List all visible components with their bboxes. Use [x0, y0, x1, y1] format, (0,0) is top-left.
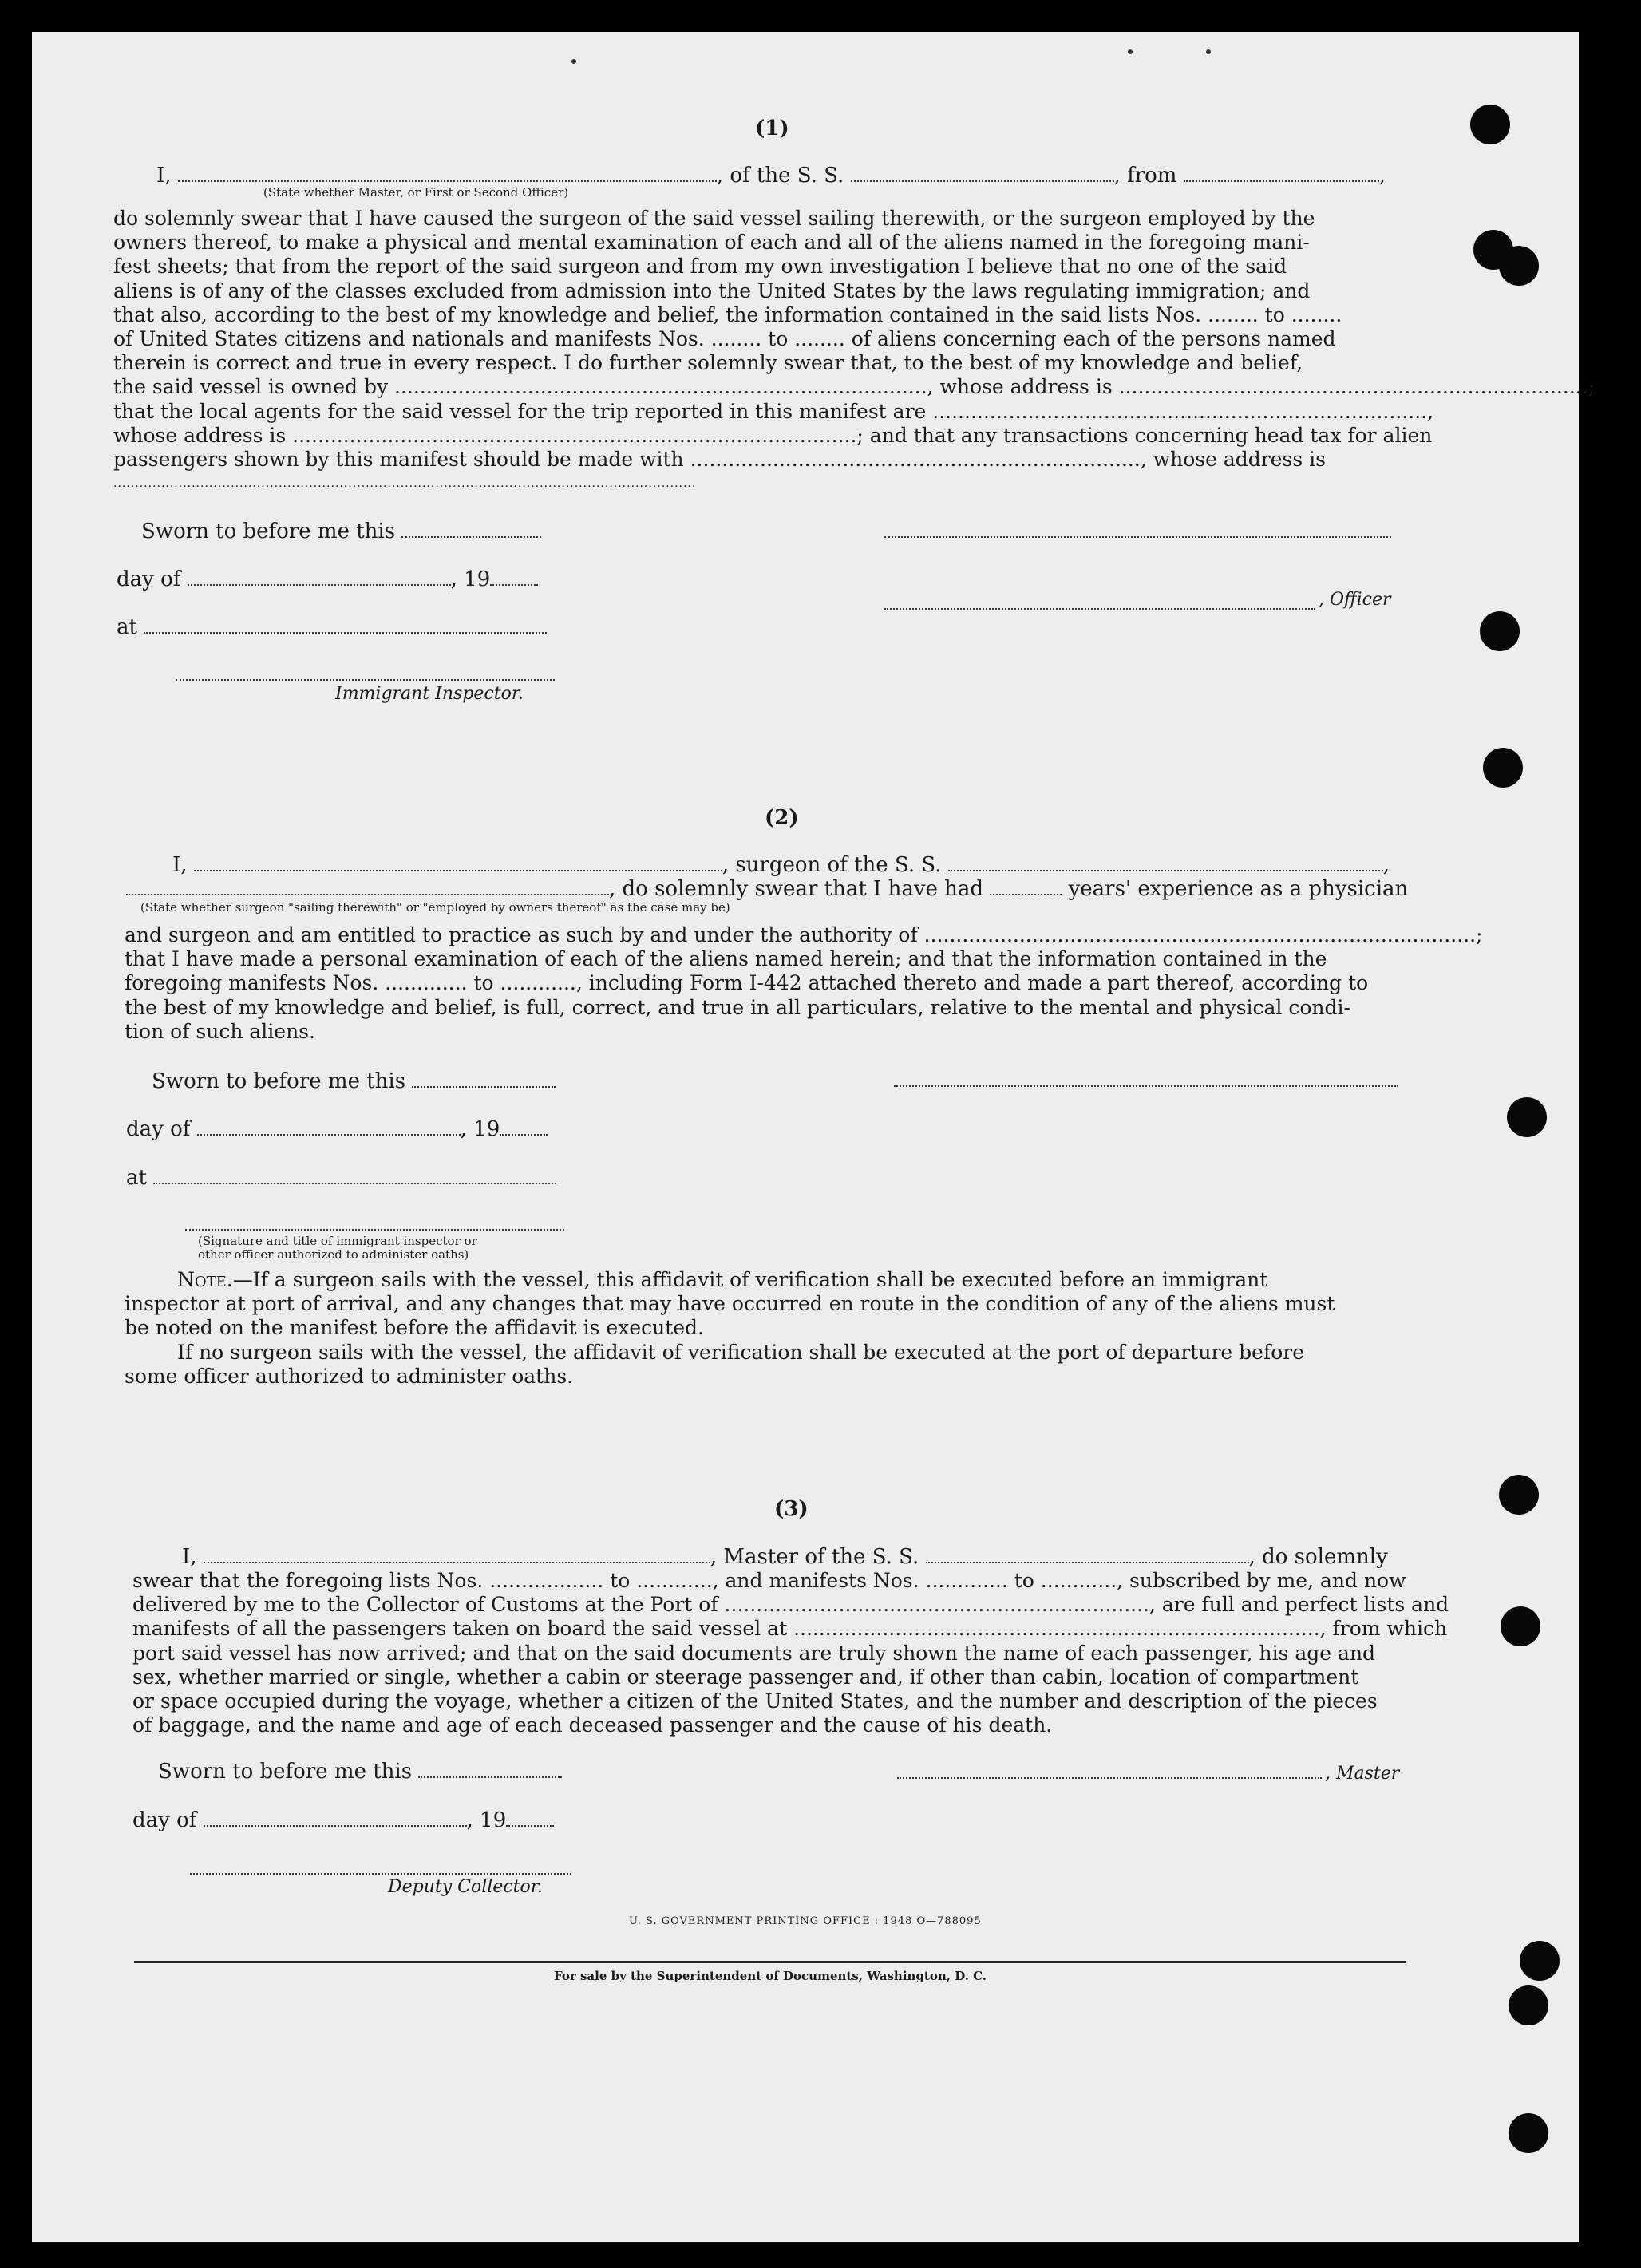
text-line: and surgeon and am entitled to practice as such by and under the authority of .......................................................................................;	[125, 923, 1483, 946]
text: I,	[172, 853, 188, 877]
punch-hole	[1509, 1985, 1548, 2025]
section-1-at-line	[117, 615, 547, 639]
text: Sworn to before me this	[158, 1760, 413, 1784]
punch-hole	[1499, 246, 1539, 286]
text-line	[125, 1268, 1402, 1292]
text-line: manifests of all the passengers taken on board the said vessel at ..................................................................................., from which	[132, 1617, 1448, 1641]
text: , of the S. S.	[716, 164, 844, 188]
text: Sworn to before me this	[141, 520, 396, 543]
text-line: tion of such aliens.	[125, 1019, 315, 1043]
officer-caption: (State whether Master, or First or Second Officer)	[263, 185, 569, 200]
text-line: delivered by me to the Collector of Customs at the Port of ..................................................................., are full and perfect lists and	[132, 1593, 1449, 1617]
speck	[1128, 49, 1133, 54]
printing-office-imprint: U. S. GOVERNMENT PRINTING OFFICE : 1948 O—788095	[629, 1915, 982, 1927]
punch-hole	[1480, 611, 1520, 651]
month-field[interactable]	[197, 1123, 461, 1136]
text-line: port said vessel has now arrived; and that on the said documents are truly shown the name of each passenger, his age and	[132, 1641, 1376, 1665]
for-sale-notice: For sale by the Superintendent of Documents, Washington, D. C.	[554, 1969, 987, 1983]
officer-caption-sig: , Officer	[1319, 590, 1391, 610]
section-3-opening-line	[182, 1545, 1388, 1569]
text-line: foregoing manifests Nos. ............. to ............, including Form I-442 attached thereto and made a part thereof, according to	[125, 971, 1369, 995]
text-line: do solemnly swear that I have caused the surgeon of the said vessel sailing therewith, or the surgeon employed by the	[113, 207, 1315, 230]
year-field[interactable]	[490, 573, 538, 586]
text: day of	[126, 1117, 191, 1141]
section-1-opening-line: I, , of the S. S. , from ,	[156, 164, 1386, 188]
section-3-oath-text	[132, 1569, 1449, 1737]
text: I,	[182, 1545, 197, 1569]
section-1-day-line	[117, 567, 538, 591]
text: , do solemnly	[1248, 1545, 1388, 1569]
signature-caption-2: other officer authorized to administer oaths)	[198, 1247, 469, 1262]
section-2-oath-text	[125, 923, 1483, 1044]
section-2-day-line	[126, 1117, 548, 1141]
text-line: If no surgeon sails with the vessel, the affidavit of verification shall be executed at the port of departure before	[177, 1340, 1304, 1364]
text: at	[126, 1166, 147, 1190]
section-2-number: (2)	[765, 806, 799, 830]
section-1-oath-text	[113, 207, 1596, 496]
punch-hole	[1507, 1097, 1547, 1137]
years-experience-field[interactable]	[990, 883, 1062, 895]
vessel-name-field[interactable]	[851, 169, 1114, 182]
signature-caption-1: (Signature and title of immigrant inspector or	[198, 1234, 477, 1248]
text-line: inspector at port of arrival, and any changes that may have occurred en route in the condition of any of the aliens must	[125, 1292, 1335, 1316]
text: I,	[156, 164, 172, 188]
vessel-name-field[interactable]	[926, 1551, 1249, 1563]
text-line: ......................................................................................................................................	[113, 477, 697, 491]
location-field[interactable]	[144, 621, 547, 634]
text: , surgeon of the S. S.	[722, 853, 942, 877]
text-line: owners thereof, to make a physical and mental examination of each and all of the aliens named in the foregoing mani-	[113, 231, 1310, 255]
section-3-sworn-line	[158, 1760, 562, 1784]
text: —If a surgeon sails with the vessel, this affidavit of verification shall be executed before an immigrant	[232, 1268, 1268, 1291]
collector-caption: Deputy Collector.	[388, 1877, 543, 1897]
text-line: be noted on the manifest before the affidavit is executed.	[125, 1316, 704, 1340]
text-line: that the local agents for the said vessel for the trip reported in this manifest are ..............................................................................,	[113, 399, 1434, 423]
speck	[571, 59, 576, 64]
surgeon-type-field[interactable]	[126, 883, 609, 895]
sworn-date-field[interactable]	[412, 1075, 556, 1088]
punch-hole	[1499, 1475, 1539, 1515]
text-line: that I have made a personal examination of each of the aliens named herein; and that the information contained in the	[125, 947, 1327, 971]
month-field[interactable]	[204, 1814, 467, 1827]
collector-signature-line[interactable]	[190, 1873, 571, 1875]
text-line: some officer authorized to administer oaths.	[125, 1364, 574, 1388]
text: , do solemnly swear that I have had	[609, 877, 984, 901]
text-line: therein is correct and true in every respect. I do further solemnly swear that, to the best of my knowledge and belief,	[113, 351, 1303, 375]
officer-signature-line[interactable]	[884, 608, 1315, 610]
text: years' experience as a physician	[1068, 877, 1409, 901]
text: , from	[1113, 164, 1177, 188]
speck	[1206, 49, 1211, 54]
text-line: or space occupied during the voyage, whether a citizen of the United States, and the number and description of the pieces	[132, 1689, 1378, 1713]
punch-hole	[1483, 748, 1523, 788]
sworn-date-field[interactable]	[418, 1765, 562, 1778]
year-field[interactable]	[500, 1123, 548, 1136]
master-caption-sig: , Master	[1325, 1764, 1400, 1784]
section-1-sworn-line	[141, 520, 541, 543]
note-label: Note.	[177, 1268, 233, 1291]
inspector-signature-line[interactable]	[176, 679, 555, 681]
location-field[interactable]	[153, 1172, 556, 1184]
section-3-day-line	[132, 1808, 554, 1832]
surgeon-signature-line[interactable]	[894, 1085, 1398, 1087]
punch-hole	[1520, 1941, 1560, 1981]
text: Sworn to before me this	[152, 1069, 406, 1093]
section-3-number: (3)	[774, 1497, 809, 1521]
sworn-date-field[interactable]	[401, 525, 541, 538]
year-field[interactable]	[506, 1814, 554, 1827]
master-signature-line[interactable]	[897, 1777, 1322, 1779]
section-2-second-line	[126, 877, 1408, 901]
text-line: passengers shown by this manifest should be made with ......................................................................., whose address is	[113, 448, 1326, 472]
text-line: whose address is .........................................................................................; and that any transactions concerning head tax for alien	[113, 423, 1433, 447]
text: , 19	[466, 1808, 507, 1832]
month-field[interactable]	[188, 573, 451, 586]
surgeon-name-field[interactable]	[194, 859, 722, 871]
text-line: the said vessel is owned by ...................................................................................., whose address is ..........................................................................;	[113, 375, 1596, 399]
text-line: the best of my knowledge and belief, is full, correct, and true in all particulars, relative to the mental and physical condi-	[125, 995, 1350, 1019]
section-1-number: (1)	[755, 117, 789, 140]
section-2-sworn-line	[152, 1069, 556, 1093]
section-2-at-line	[126, 1166, 556, 1190]
text-line: aliens is of any of the classes excluded from admission into the United States by the laws regulating immigration; and	[113, 279, 1311, 302]
text-line: sex, whether married or single, whether a cabin or steerage passenger and, if other than cabin, location of compartment	[132, 1665, 1359, 1689]
text: , 19	[450, 567, 491, 591]
footer-rule	[134, 1961, 1406, 1963]
text-line: swear that the foregoing lists Nos. .................. to ............, and manifests Nos. ............. to ............, subscribed by me, and now	[132, 1569, 1406, 1592]
text: day of	[117, 567, 181, 591]
text-line: of baggage, and the name and age of each deceased passenger and the cause of his death.	[132, 1713, 1053, 1737]
surgeon-caption: (State whether surgeon "sailing therewith" or "employed by owners thereof" as the case may be)	[140, 900, 730, 915]
inspector-signature-line[interactable]	[185, 1229, 564, 1231]
text: at	[117, 615, 137, 639]
inspector-caption: Immigrant Inspector.	[335, 684, 524, 704]
master-name-field[interactable]	[204, 1551, 710, 1563]
text: , 19	[460, 1117, 500, 1141]
departure-port-field[interactable]	[1184, 169, 1379, 182]
text-line: fest sheets; that from the report of the said surgeon and from my own investigation I believe that no one of the said	[113, 255, 1287, 279]
text: day of	[132, 1808, 197, 1832]
officer-signature-top-line[interactable]	[884, 536, 1391, 538]
text-line: of United States citizens and nationals and manifests Nos. ........ to ........ of aliens concerning each of the persons named	[113, 327, 1336, 351]
vessel-name-field[interactable]	[948, 859, 1383, 871]
punch-hole	[1470, 105, 1510, 144]
text: , Master of the S. S.	[710, 1545, 919, 1569]
punch-hole	[1509, 2113, 1548, 2153]
officer-name-field[interactable]	[178, 169, 717, 182]
text-line: that also, according to the best of my knowledge and belief, the information contained in the said lists Nos. ........ to ........	[113, 302, 1342, 326]
section-2-note	[125, 1268, 1402, 1389]
section-2-opening-line: I, , surgeon of the S. S. ,	[172, 853, 1390, 877]
punch-hole	[1501, 1606, 1540, 1646]
